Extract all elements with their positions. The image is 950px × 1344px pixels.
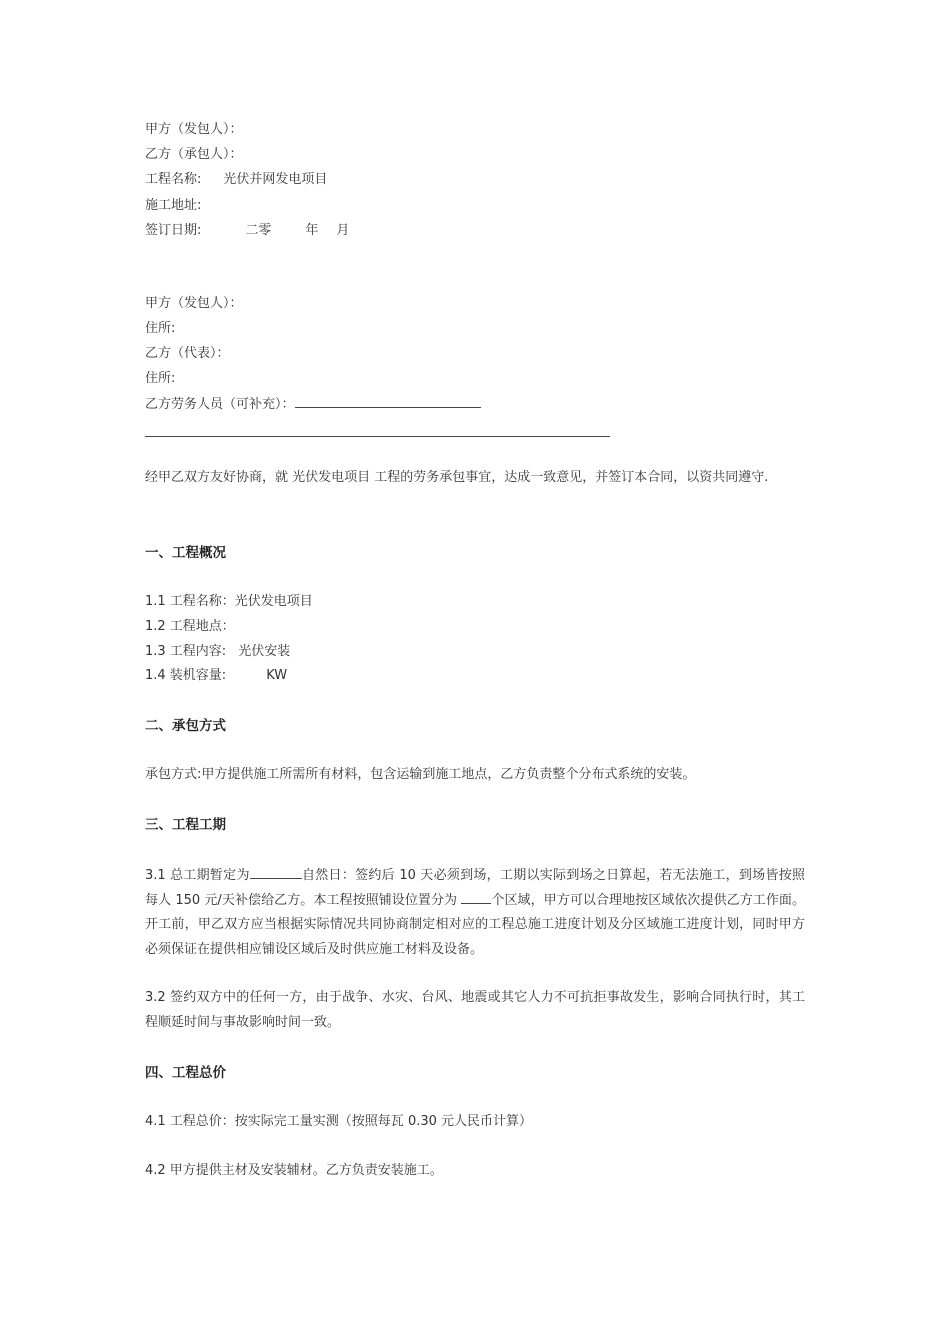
item-3-1 bbox=[145, 864, 805, 962]
project-name-value: 光伏并网发电项目 bbox=[223, 172, 328, 187]
zone-count-blank bbox=[461, 890, 491, 904]
item-1-4-unit: KW bbox=[266, 668, 288, 683]
section-3-heading: 三、工程工期 bbox=[145, 817, 226, 833]
item-1-4 bbox=[145, 666, 287, 686]
intro-paragraph: 经甲乙双方友好协商，就 光伏发电项目 工程的劳务承包事宜，达成一致意见，并签订本合同，以资共同遵守. bbox=[145, 470, 769, 485]
parties-address-b: 住所: bbox=[145, 371, 176, 386]
section-2-text: 承包方式:甲方提供施工所需所有材料，包含运输到施工地点，乙方负责整个分布式系统的安装。 bbox=[145, 767, 696, 782]
sign-date-prefix: 二零 bbox=[245, 223, 272, 238]
labor-label: 乙方劳务人员（可补充）： bbox=[145, 397, 295, 412]
parties-party-a: 甲方（发包人）： bbox=[145, 296, 243, 311]
item-1-2: 1.2 工程地点： bbox=[145, 619, 235, 634]
item-3-1-part-a: 3.1 总工期暂定为 bbox=[145, 868, 250, 883]
party-a-line: 甲方（发包人）： bbox=[145, 122, 243, 137]
labor-blank bbox=[295, 394, 481, 408]
sign-date-year: 年 bbox=[305, 223, 319, 238]
item-1-4-label: 1.4 装机容量: bbox=[145, 668, 227, 683]
item-3-1-part-b: 自然日：签约后 10 天必须到场，工期以实际到场之日算起，若无法施工，到场皆按照每人 150 元/天补偿给乙方。本工程按照铺设位置分为 bbox=[145, 868, 805, 908]
parties-address-a: 住所: bbox=[145, 321, 176, 336]
item-1-3-value: 光伏安装 bbox=[238, 644, 291, 659]
item-3-2: 3.2 签约双方中的任何一方，由于战争、水灾、台风、地震或其它人力不可抗拒事故发生，影响合同执行时，其工程顺延时间与事故影响时间一致。 bbox=[145, 990, 805, 1030]
item-1-3 bbox=[145, 642, 290, 662]
parties-party-b: 乙方（代表）： bbox=[145, 346, 230, 361]
site-address-line: 施工地址: bbox=[145, 198, 202, 213]
item-3-1-part-c: 个区域，甲方可以合理地按区域依次提供乙方工作面。开工前，甲乙双方应当根据实际情况共同协商制定相对应的工程总施工进度计划及分区域施工进度计划，同时甲方必须保证在提供相应铺设区域后及时供应施工材料及设备。 bbox=[145, 892, 805, 957]
total-days-blank bbox=[250, 865, 302, 879]
labor-continuation-rule bbox=[145, 436, 610, 437]
item-4-1: 4.1 工程总价：按实际完工量实测（按照每瓦 0.30 元人民币计算） bbox=[145, 1114, 533, 1129]
section-4-heading: 四、工程总价 bbox=[145, 1065, 226, 1081]
section-2-heading: 二、承包方式 bbox=[145, 718, 226, 734]
project-name-line bbox=[145, 170, 327, 190]
item-4-2: 4.2 甲方提供主材及安装辅材。乙方负责安装施工。 bbox=[145, 1163, 443, 1178]
sign-date-month: 月 bbox=[336, 223, 350, 238]
labor-line bbox=[145, 394, 481, 415]
sign-date-line bbox=[145, 221, 349, 241]
item-1-1: 1.1 工程名称：光伏发电项目 bbox=[145, 594, 313, 609]
sign-date-label: 签订日期: bbox=[145, 223, 202, 238]
project-name-label: 工程名称: bbox=[145, 172, 202, 187]
item-1-3-label: 1.3 工程内容: bbox=[145, 644, 227, 659]
party-b-line: 乙方（承包人）： bbox=[145, 147, 243, 162]
section-1-heading: 一、工程概况 bbox=[145, 545, 226, 561]
